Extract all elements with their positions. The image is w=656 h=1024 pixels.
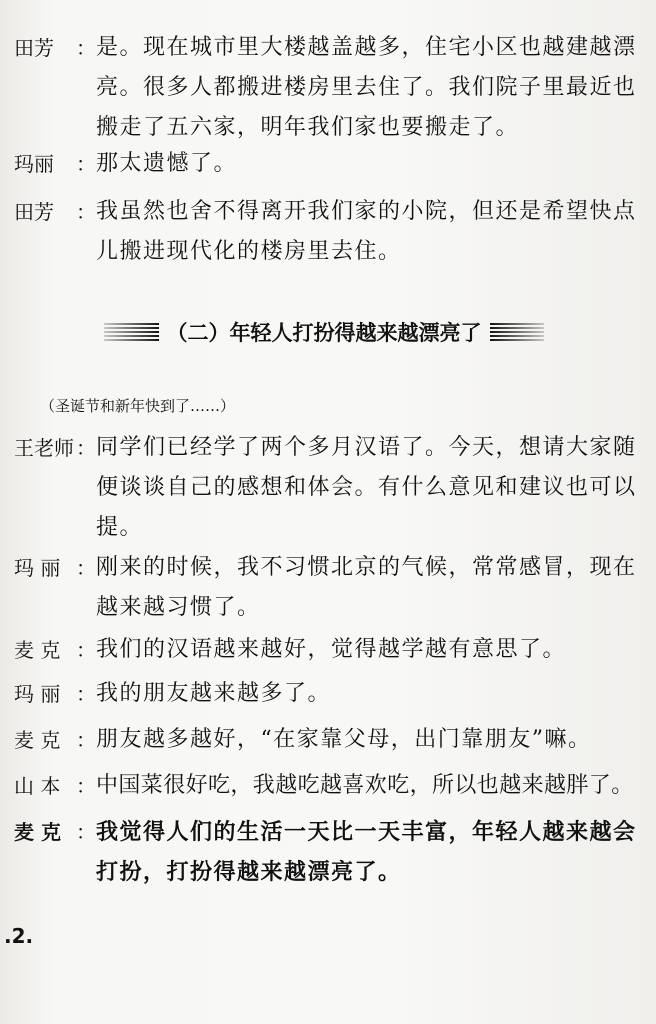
dialogue-line: 麦 克 ： 朋友越多越好，“在家靠父母，出门靠朋友”嘛。 [14,720,656,760]
section-heading [104,312,544,352]
dialogue-line: 田芳 ： 是。现在城市里大楼越盖越多，住宅小区也越建越漂亮。很多人都搬进楼房里去住了。我们院子里最近也搬走了五六家，明年我们家也要搬走了。 [14,28,656,148]
dialogue-text: 同学们已经学了两个多月汉语了。今天，想请大家随便谈谈自己的感想和体会。有什么意见和建议也可以提。 [96,435,637,540]
dialogue-text: 我虽然也舍不得离开我们家的小院，但还是希望快点儿搬进现代化的楼房里去住。 [96,199,637,264]
speaker-name: 田芳 [14,36,54,60]
dialogue-line: 麦 克 ： 我们的汉语越来越好，觉得越学越有意思了。 [14,630,656,670]
dialogue-line: 麦 克 ： 我觉得人们的生活一天比一天丰富，年轻人越来越会打扮，打扮得越来越漂亮了。 [14,812,656,892]
decorative-bar [490,323,545,341]
dialogue-text: 我的朋友越来越多了。 [96,681,332,706]
speaker-name: 麦 克 [14,728,61,752]
dialogue-line: 王老师 ： 同学们已经学了两个多月汉语了。今天，想请大家随便谈谈自己的感想和体会。有什么意见和建议也可以提。 [14,428,656,548]
speaker-name: 玛 丽 [14,556,61,580]
speaker-name: 麦 克 [14,638,61,662]
dialogue-text: 我觉得人们的生活一天比一天丰富，年轻人越来越会打扮，打扮得越来越漂亮了。 [96,819,637,885]
dialogue-line: 玛 丽 ： 我的朋友越来越多了。 [14,674,656,714]
speaker-name: 山 本 [14,774,61,798]
speaker-name: 玛丽 [14,152,54,176]
dialogue-text: 那太遗憾了。 [96,151,238,176]
dialogue-line: 田芳 ： 我虽然也舍不得离开我们家的小院，但还是希望快点儿搬进现代化的楼房里去住。 [14,192,656,272]
stage-direction: （圣诞节和新年快到了……） [40,397,236,415]
dialogue-text: 是。现在城市里大楼越盖越多，住宅小区也越建越漂亮。很多人都搬进楼房里去住了。我们院子里最近也搬走了五六家，明年我们家也要搬走了。 [96,35,637,140]
dialogue-text: 中国菜很好吃，我越吃越喜欢吃，所以也越来越胖了。 [96,773,634,798]
dialogue-line: 玛丽 ： 那太遗憾了。 [14,144,656,184]
dialogue-text: 我们的汉语越来越好，觉得越学越有意思了。 [96,637,567,662]
speaker-name: 麦 克 [14,820,61,844]
section-title: （二）年轻人打扮得越来越漂亮了 [166,321,482,345]
dialogue-text: 刚来的时候，我不习惯北京的气候，常常感冒，现在越来越习惯了。 [96,555,637,620]
dialogue-line: 山 本 ： 中国菜很好吃，我越吃越喜欢吃，所以也越来越胖了。 [14,766,656,806]
dialogue-text: 朋友越多越好，“在家靠父母，出门靠朋友”嘛。 [96,727,592,752]
speaker-name: 王老师 [14,436,74,460]
dialogue-line: 玛 丽 ： 刚来的时候，我不习惯北京的气候，常常感冒，现在越来越习惯了。 [14,548,656,628]
speaker-name: 田芳 [14,200,54,224]
page-number: .2. [4,924,34,948]
speaker-name: 玛 丽 [14,682,61,706]
decorative-bar [104,323,159,341]
